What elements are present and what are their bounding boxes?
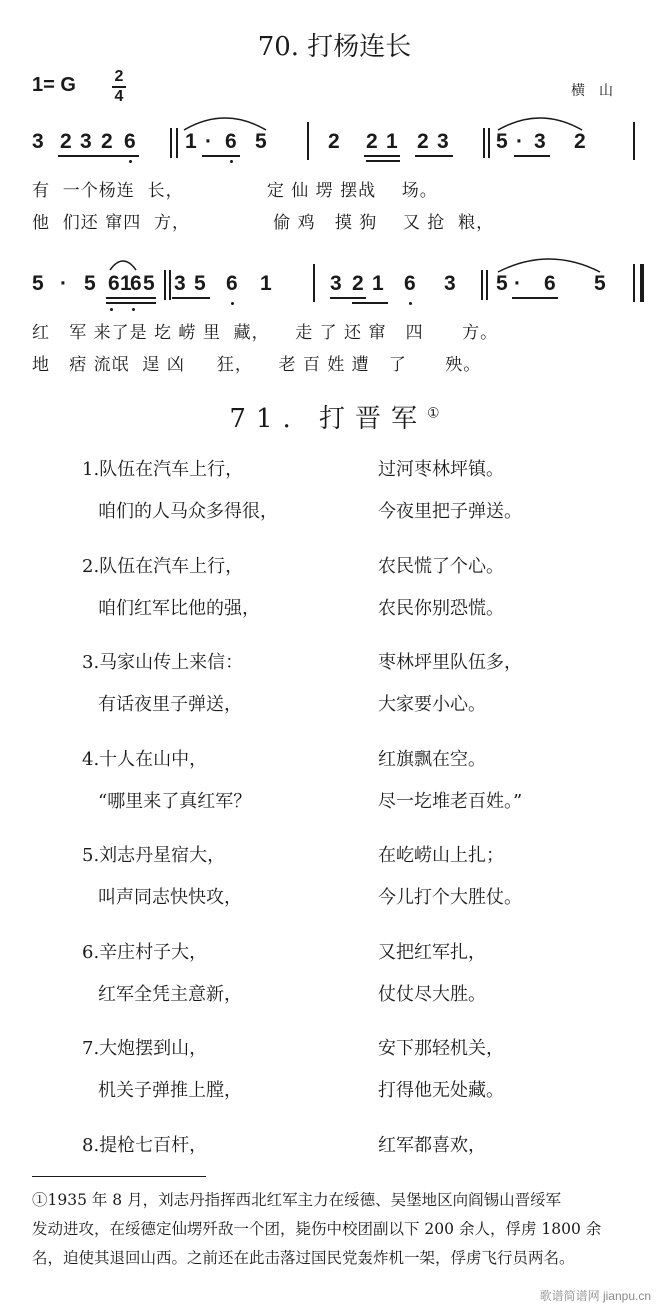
verse-line-left: 5.刘志丹星宿大，	[82, 845, 226, 866]
verse-line-left: 2.队伍在汽车上行，	[82, 556, 244, 577]
verse-line-right: 仗仗尽大胜。	[378, 984, 486, 1005]
verse-line-right: 农民你别恐慌。	[378, 598, 504, 619]
score-note: 3	[330, 272, 342, 295]
footnote-rule	[32, 1176, 206, 1177]
verse-line-right: 在屹崂山上扎；	[378, 845, 504, 866]
footnote-line-3: 名，迫使其退回山西。之前还在此击落过国民党轰炸机一架，俘虏飞行员两名。	[32, 1249, 575, 1267]
song71-title	[0, 398, 669, 435]
verse-line-right: 农民慌了个心。	[378, 556, 504, 577]
verse-line-left: 有话夜里子弹送，	[98, 694, 242, 715]
time-bottom: 4	[112, 86, 126, 106]
score-note: 5	[594, 272, 606, 295]
score-note: 6	[404, 272, 416, 295]
score-note: 5	[143, 272, 155, 295]
score-note: 5	[496, 130, 508, 153]
score-note: 3	[32, 130, 44, 153]
time-top: 2	[114, 68, 124, 85]
score-note: 1	[185, 130, 197, 153]
verse-line-right: 过河枣林坪镇。	[378, 459, 504, 480]
score-note: 3	[444, 272, 456, 295]
score-note: 2	[60, 130, 72, 153]
lyric-line-2: 他 们还 窜四 方， 偷 鸡 摸 狗 又 抢 粮，	[32, 213, 495, 233]
score-note: 1	[120, 272, 132, 295]
score-note: 5	[32, 272, 44, 295]
score-note: 2	[352, 272, 364, 295]
time-signature	[112, 68, 126, 106]
footnote-line-2: 发动进攻，在绥德定仙塄歼敌一个团，毙伤中校团副以下 200 余人，俘虏 1800 余	[32, 1220, 602, 1238]
score-note: 3	[437, 130, 449, 153]
score-note: 3	[80, 130, 92, 153]
verse-line-right: 又把红军扎，	[378, 942, 486, 963]
score-note: 6	[226, 272, 238, 295]
score-note: 2	[417, 130, 429, 153]
score-note: 1	[260, 272, 272, 295]
score-note: 6	[108, 272, 120, 295]
score-note: 5	[255, 130, 267, 153]
verse-line-right: 打得他无处藏。	[378, 1080, 504, 1101]
verse-line-right: 安下那轻机关，	[378, 1038, 504, 1059]
verse-line-right: 红旗飘在空。	[378, 749, 486, 770]
verse-line-left: 7.大炮摆到山，	[82, 1038, 208, 1059]
score-note: 3	[174, 272, 186, 295]
score-note: 6	[225, 130, 237, 153]
verse-line-right: 今儿打个大胜仗。	[378, 887, 522, 908]
verse-line-right: 大家要小心。	[378, 694, 486, 715]
verse-line-right: 枣林坪里队伍多，	[378, 652, 522, 673]
verse-line-right: 红军都喜欢，	[378, 1135, 486, 1156]
verse-line-left: 红军全凭主意新，	[98, 984, 242, 1005]
verse-line-left: 6.辛庄村子大，	[82, 942, 208, 963]
score-note: 5	[496, 272, 508, 295]
score-note: 1	[372, 272, 384, 295]
lyric-line-1: 有 一个杨连 长， 定 仙 塄 摆战 场。	[32, 181, 438, 201]
score-note: 5	[84, 272, 96, 295]
song71-title-text: 71. 打晋军	[229, 404, 428, 434]
region-label: 横山	[571, 83, 627, 99]
score-note: ·	[60, 272, 67, 295]
score-note: ·	[205, 130, 212, 153]
score-note: 6	[544, 272, 556, 295]
verse-line-left: 8.提枪七百杆，	[82, 1135, 208, 1156]
score-note: 1	[386, 130, 398, 153]
footnote-marker: ①	[427, 405, 440, 422]
score-note: 6	[124, 130, 136, 153]
score-note: 2	[101, 130, 113, 153]
verse-line-left: “哪里来了真红军？	[98, 791, 252, 812]
verse-line-left: 咱们的人马众多得很，	[98, 501, 278, 522]
verse-line-left: 叫声同志快快攻，	[98, 887, 242, 908]
score-note: 6	[130, 272, 142, 295]
verse-line-left: 4.十人在山中，	[82, 749, 208, 770]
verse-line-right: 尽一圪堆老百姓。”	[378, 791, 523, 812]
score-note: 2	[328, 130, 340, 153]
score-note: 3	[534, 130, 546, 153]
score-note: 2	[574, 130, 586, 153]
verse-line-left: 机关子弹推上膛，	[98, 1080, 242, 1101]
score-note: 5	[194, 272, 206, 295]
verse-line-left: 3.马家山传上来信：	[82, 652, 244, 673]
score-note: 2	[366, 130, 378, 153]
verse-line-right: 今夜里把子弹送。	[378, 501, 522, 522]
key-signature: 1= G	[32, 74, 76, 96]
footnote-line-1: ①1935 年 8 月，刘志丹指挥西北红军主力在绥德、吴堡地区向阎锡山晋绥军	[32, 1191, 562, 1209]
verse-line-left: 咱们红军比他的强，	[98, 598, 260, 619]
score-note: ·	[514, 272, 521, 295]
score-note: ·	[516, 130, 523, 153]
lyric-line-3: 红 军 来了是 圪 崂 里 藏， 走 了 还 窜 四 方。	[32, 323, 499, 343]
verse-line-left: 1.队伍在汽车上行，	[82, 459, 244, 480]
watermark: 歌谱简谱网 jianpu.cn	[539, 1289, 651, 1303]
song70-title: 70. 打杨连长	[257, 32, 412, 62]
lyric-line-4: 地 痞 流氓 逞 凶 狂， 老 百 姓 遭 了 殃。	[32, 355, 482, 375]
